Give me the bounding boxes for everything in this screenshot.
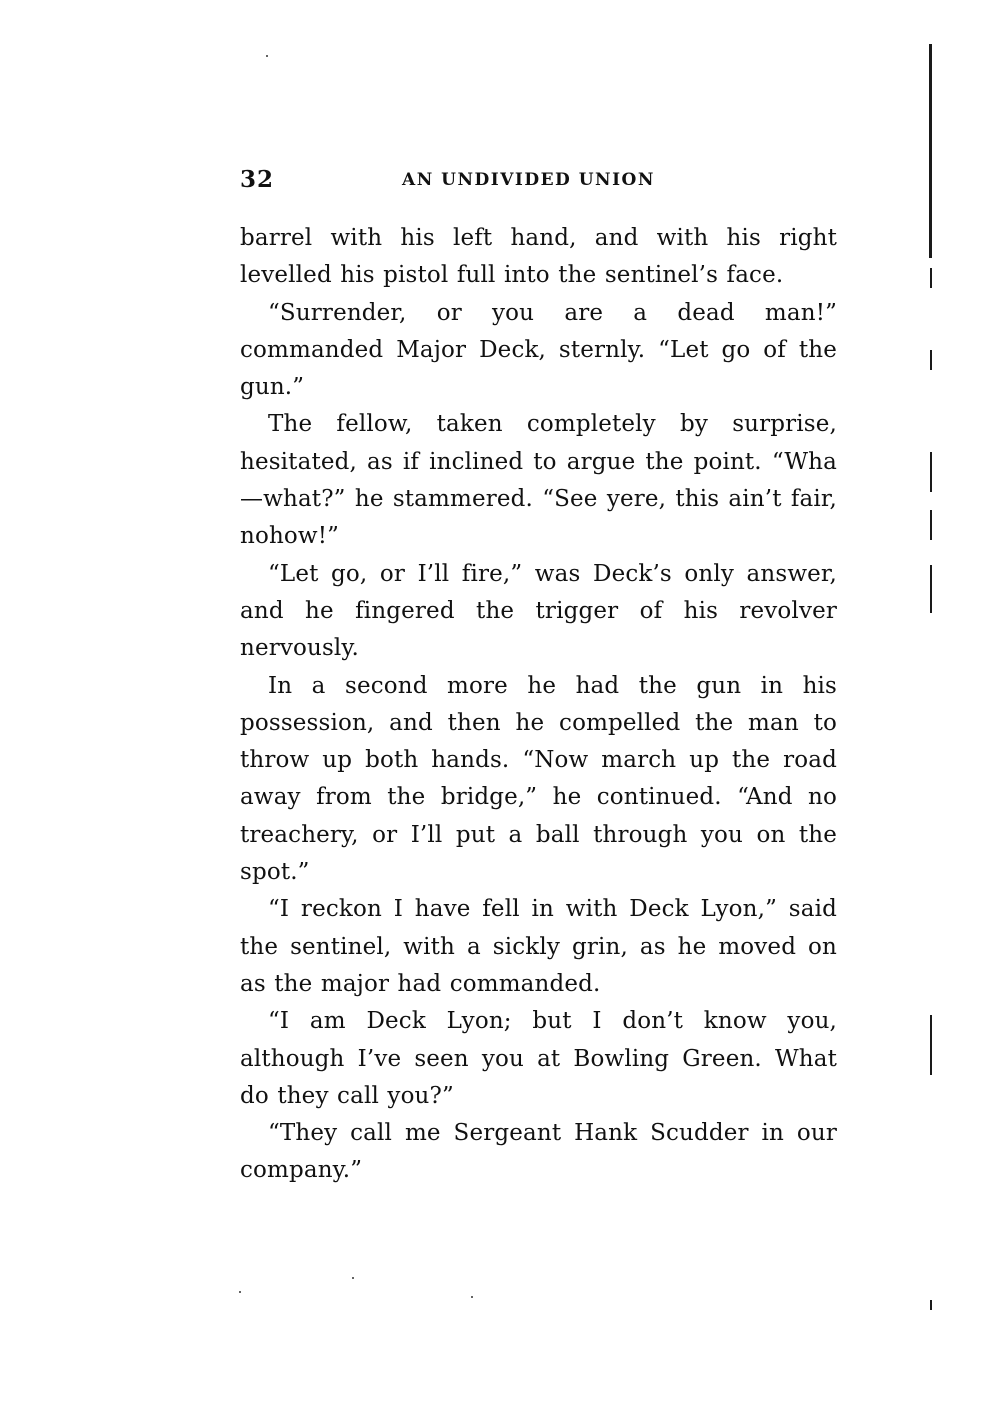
scan-edge-line xyxy=(930,350,932,370)
running-title: AN UNDIVIDED UNION xyxy=(402,170,655,190)
scan-speck xyxy=(239,1291,241,1293)
scan-edge-line xyxy=(930,452,932,492)
body-text xyxy=(240,220,837,1190)
page-number: 32 xyxy=(240,166,275,193)
paragraph: “Surrender, or you are a dead man!” commanded Major Deck, sternly. “Let go of the gun.” xyxy=(240,299,837,401)
paragraph: “I reckon I have fell in with Deck Lyon,” said the sentinel, with a sickly grin, as he moved on as the major had commanded. xyxy=(240,896,837,997)
running-head xyxy=(240,166,836,196)
paragraph: “Let go, or I’ll fire,” was Deck’s only answer, and he fingered the trigger of his revolver nervously. xyxy=(240,560,837,662)
scan-edge-line xyxy=(929,44,932,258)
paragraph: In a second more he had the gun in his possession, and then he compelled the man to throw up both hands. “Now march up the road away from the bridge,” he continued. “And no treachery, or I’ll put a ball through you on the spot.” xyxy=(240,672,837,886)
scan-speck xyxy=(266,55,268,57)
paragraph: “I am Deck Lyon; but I don’t know you, although I’ve seen you at Bowling Green. What do they call you?” xyxy=(240,1008,837,1109)
scan-edge-line xyxy=(930,510,932,540)
scan-speck xyxy=(352,1277,354,1279)
paragraph-continuation: barrel with his left hand, and with his right levelled his pistol full into the sentinel’s face. xyxy=(240,225,837,289)
scan-edge-line xyxy=(930,1015,932,1075)
scan-edge-line xyxy=(930,268,932,288)
paragraph: The fellow, taken completely by surprise, hesitated, as if inclined to argue the point. “Wha—what?” he stammered. “See yere, this ain’t fair, nohow!” xyxy=(240,411,837,550)
scan-speck xyxy=(471,1296,473,1298)
paragraph: “They call me Sergeant Hank Scudder in our company.” xyxy=(240,1120,837,1184)
scan-edge-line xyxy=(930,565,932,613)
scan-edge-line xyxy=(930,1300,932,1310)
